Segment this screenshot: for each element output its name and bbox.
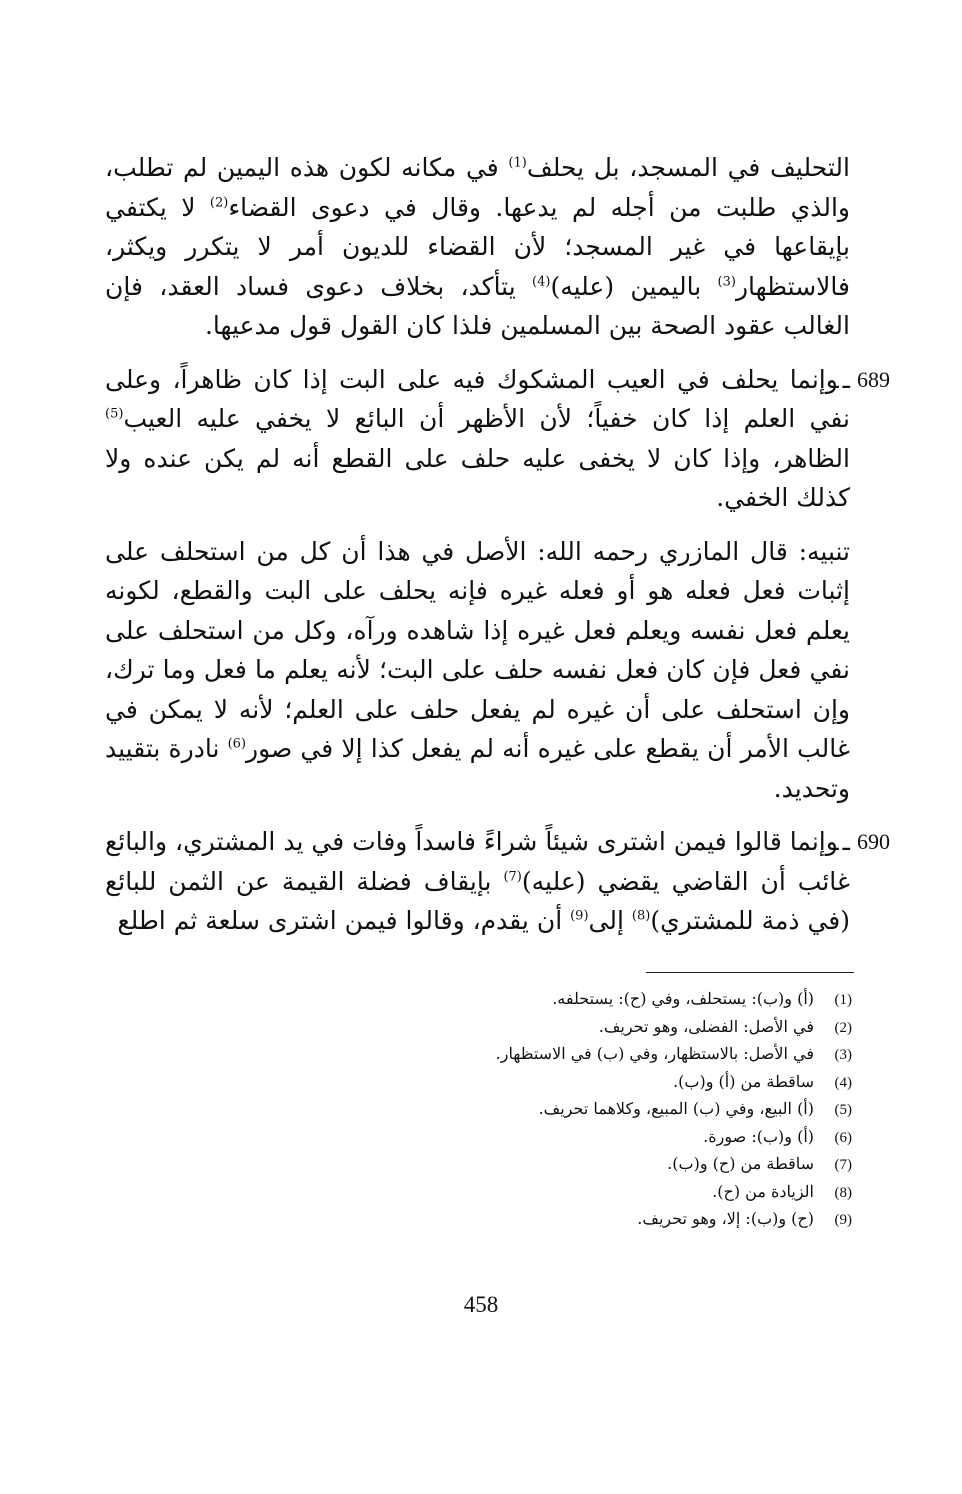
text-run: بإيقاف فضلة القيمة عن الثمن للبائع (في ذمة للمشتري) — [105, 866, 850, 935]
text-run: الظاهر، وإذا كان لا يخفى عليه حلف على القطع أنه لم يكن عنده ولا كذلك الخفي. — [105, 443, 850, 512]
footnote — [132, 1041, 852, 1069]
text-run: التحليف في المسجد، بل يحلف — [526, 153, 850, 182]
footnote-number: (4) — [834, 1074, 852, 1091]
text-run: أن يقدم، وقالوا فيمن اشترى سلعة ثم اطلع — [117, 906, 571, 935]
text-run: إلى — [588, 906, 632, 935]
text-run: باليمين (عليه) — [550, 271, 718, 301]
footnote-reference: (5) — [105, 406, 124, 422]
footnote-text: ساقطة من (أ) و(ب). — [673, 1071, 814, 1091]
footnote-reference: (8) — [631, 908, 651, 924]
footnote — [132, 1069, 852, 1097]
footnote-number: (3) — [834, 1047, 852, 1063]
footnote-text: ساقطة من (ح) و(ب). — [667, 1154, 814, 1173]
footnote-reference: (6) — [227, 736, 247, 752]
paragraph — [105, 148, 850, 346]
footnote — [132, 1179, 852, 1207]
footnote — [132, 1014, 852, 1042]
footnote-reference: (4) — [532, 274, 551, 290]
footnote — [132, 986, 852, 1014]
footnote — [132, 1206, 852, 1234]
footnote-reference: (7) — [503, 869, 522, 885]
footnote-number: (7) — [834, 1157, 852, 1173]
main-text — [105, 148, 890, 955]
paragraph — [105, 532, 850, 809]
text-run: نادرة بتقييد وتحديد. — [105, 734, 850, 803]
footnote — [132, 1124, 852, 1152]
footnote-text: في الأصل: الفضلى، وهو تحريف. — [598, 1016, 814, 1036]
text-run: وإنما قالوا فيمن اشترى شيئاً شراءً فاسداً وفات في يد المشتري، والبائع غائب أن القاضي يقضي (عليه) — [105, 827, 851, 896]
footnote-reference: (1) — [508, 155, 527, 171]
footnote-reference: (9) — [570, 908, 589, 924]
text-run: في مكانه لكون هذه اليمين لم تطلب، والذي طلبت من أجله لم يدعها. وقال في دعوى القضاء — [105, 153, 850, 222]
footnote-text: (أ) و(ب): يستحلف، وفي (ح): يستحلفه. — [552, 989, 814, 1008]
footnote-reference: (2) — [209, 195, 229, 211]
numbered-paragraph — [105, 822, 890, 941]
footnote-divider — [646, 972, 854, 973]
paragraph-number: 689 — [857, 366, 890, 392]
footnote-number: (9) — [834, 1212, 852, 1228]
footnote-reference: (3) — [717, 274, 736, 290]
paragraph-dash: ـ — [842, 364, 850, 394]
footnote-text: (ح) و(ب): إلا، وهو تحريف. — [637, 1209, 814, 1228]
text-run: تنبيه: قال المازري رحمه الله: الأصل في هذا أن كل من استحلف على إثبات فعل فعله هو أو فعله غيره فإنه يحلف على البت والقطع، لكونه يعلم فعل نفسه ويعلم فعل غيره إذا شاهده ورآه، وكل من استحلف على نفي فعل فإن كان فعل نفسه حلف على البت؛ لأنه يعلم ما فعل وما ترك، وإن استحلف على أن غيره لم يفعل حلف على العلم؛ لأنه لا يمكن في غالب الأمر أن يقطع على غيره أنه لم يفعل كذا إلا في صور — [105, 536, 850, 763]
footnote-text: الزيادة من (ح). — [712, 1181, 814, 1201]
numbered-paragraph — [105, 360, 890, 518]
footnote-number: (2) — [834, 1019, 852, 1036]
text-run: لا يكتفي بإيقاعها في غير المسجد؛ لأن القضاء للديون أمر لا يتكرر ويكثر، فالاستظهار — [105, 192, 850, 301]
footnote-text: (أ) و(ب): صورة. — [703, 1126, 814, 1146]
footnote-text: في الأصل: بالاستظهار، وفي (ب) في الاستظهار. — [495, 1044, 814, 1063]
paragraph-dash: ـ — [842, 827, 850, 856]
paragraph-number: 690 — [857, 829, 890, 854]
footnote-number: (6) — [834, 1129, 852, 1146]
footnote-number: (1) — [834, 992, 852, 1008]
footnotes — [132, 986, 852, 1234]
footnote-number: (5) — [834, 1102, 852, 1118]
footnote — [132, 1151, 852, 1179]
text-run: وإنما يحلف في العيب المشكوك فيه على البت إذا كان ظاهراً، وعلى نفي العلم إذا كان خفياً؛ لأن الأظهر أن البائع لا يخفي عليه العيب — [105, 364, 850, 433]
page-number: 458 — [463, 1292, 499, 1317]
footnote-text: (أ) البيع، وفي (ب) المبيع، وكلاهما تحريف. — [538, 1099, 814, 1118]
footnote — [132, 1096, 852, 1124]
text-run: يتأكد، بخلاف دعوى فساد العقد، فإن الغالب عقود الصحة بين المسلمين فلذا كان القول قول مدعيها. — [105, 271, 850, 340]
footnote-number: (8) — [834, 1184, 852, 1201]
